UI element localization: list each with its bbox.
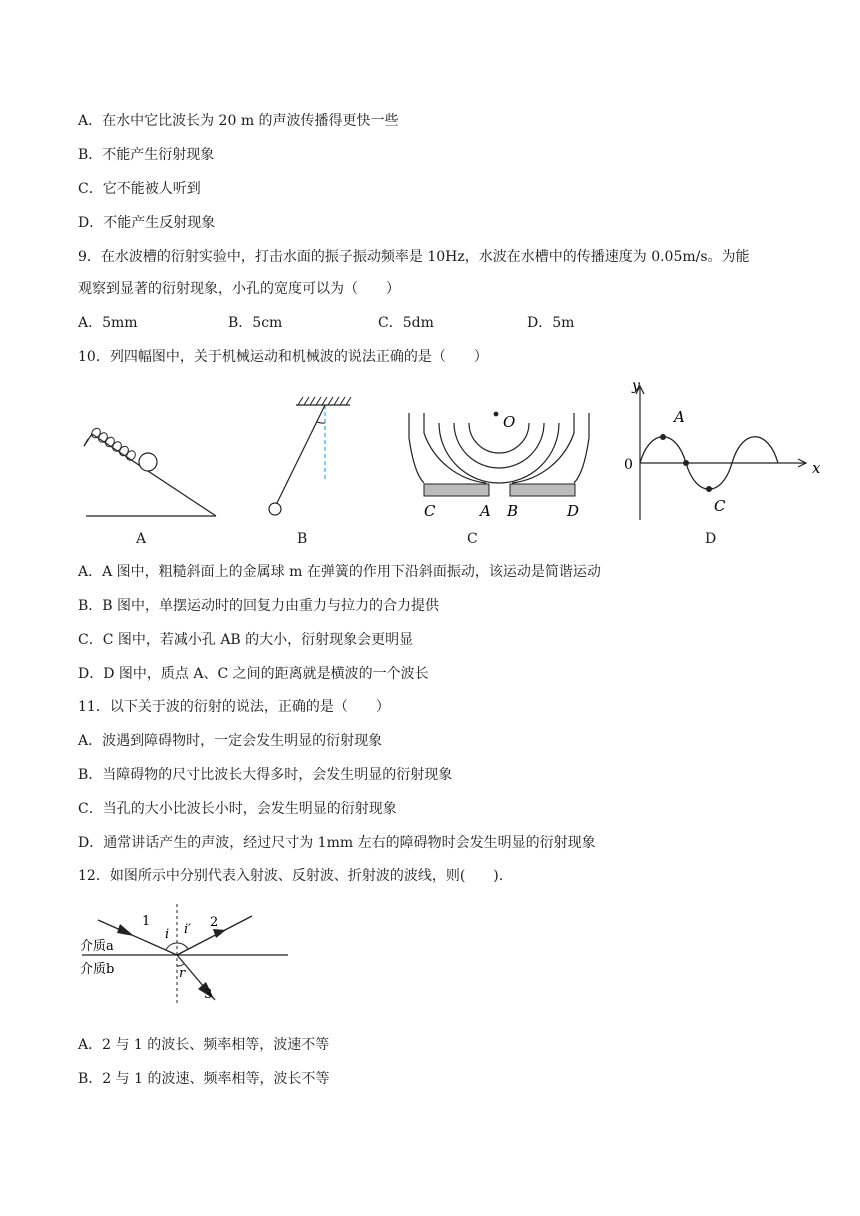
q10-figure-c-label-d: D xyxy=(567,502,580,520)
q8-option-c: C．它不能被人听到 xyxy=(78,181,201,197)
q12-medium-b-label: 介质b xyxy=(80,962,115,977)
q10-figure-d-axis-y: y xyxy=(632,380,640,394)
q9-stem-line1: 9．在水波槽的衍射实验中，打击水面的振子振动频率是 10Hz，水波在水槽中的传播速度为 0.05m/s。为能 xyxy=(78,249,750,265)
q12-ray-3-label: 3 xyxy=(204,987,213,1002)
q12-ray-1-label: 1 xyxy=(142,914,151,929)
q10-figure-a-label: A xyxy=(136,531,147,547)
q10-figure-b-label: B xyxy=(297,531,308,547)
q8-option-b: B．不能产生衍射现象 xyxy=(78,147,215,163)
q9-stem-line2: 观察到显著的衍射现象，小孔的宽度可以为（ ） xyxy=(78,281,400,297)
q10-option-b: B．B 图中，单摆运动时的回复力由重力与拉力的合力提供 xyxy=(78,598,440,614)
q10-figure-c-label-b: B xyxy=(507,502,519,520)
q11-stem: 11．以下关于波的衍射的说法，正确的是（ ） xyxy=(78,699,390,715)
q10-figure-d-axis-x: x xyxy=(812,459,821,477)
q10-figure-c-label-o: O xyxy=(503,413,516,431)
q10-figure-c-label: C xyxy=(467,531,478,547)
q12-option-a: A．2 与 1 的波长、频率相等，波速不等 xyxy=(78,1037,330,1053)
q10-figure-d-origin: 0 xyxy=(624,457,633,473)
q10-option-c: C．C 图中，若减小孔 AB 的大小，衍射现象会更明显 xyxy=(78,632,414,648)
q9-option-b: B．5cm xyxy=(228,315,283,331)
q12-figure xyxy=(80,900,295,1010)
q10-stem: 10．列四幅图中，关于机械运动和机械波的说法正确的是（ ） xyxy=(78,349,488,365)
q10-figure-d xyxy=(618,380,828,522)
q10-figure-d-point-a: A xyxy=(674,408,685,426)
q10-figure-d-label: D xyxy=(705,531,717,547)
q10-figure-c-label-a: A xyxy=(480,502,491,520)
q8-option-a: A．在水中它比波长为 20 m 的声波传播得更快一些 xyxy=(78,113,399,129)
q12-angle-i-label: i xyxy=(165,927,170,942)
q10-figure-b xyxy=(262,393,354,523)
q12-angle-i-prime-label: i′ xyxy=(184,922,192,937)
q11-option-a: A．波遇到障碍物时，一定会发生明显的衍射现象 xyxy=(78,733,383,749)
q10-figure-a xyxy=(80,408,220,520)
q8-option-d: D．不能产生反射现象 xyxy=(78,215,216,231)
q12-medium-a-label: 介质a xyxy=(80,939,114,954)
q9-option-c: C．5dm xyxy=(378,315,434,331)
q10-figure-d-point-c: C xyxy=(714,497,726,515)
q9-option-a: A．5mm xyxy=(78,315,138,331)
q11-option-b: B．当障碍物的尺寸比波长大得多时，会发生明显的衍射现象 xyxy=(78,767,453,783)
q10-figure-c-label-c: C xyxy=(424,502,436,520)
q12-ray-2-label: 2 xyxy=(210,915,219,930)
q12-stem: 12．如图所示中分别代表入射波、反射波、折射波的波线，则( ). xyxy=(78,868,504,884)
q10-option-a: A．A 图中，粗糙斜面上的金属球 m 在弹簧的作用下沿斜面振动，该运动是简谐运动 xyxy=(78,564,601,580)
q11-option-c: C．当孔的大小比波长小时，会发生明显的衍射现象 xyxy=(78,801,397,817)
q12-angle-r-label: r xyxy=(179,966,186,981)
q10-option-d: D．D 图中，质点 A、C 之间的距离就是横波的一个波长 xyxy=(78,666,429,682)
q10-figure-c xyxy=(404,393,594,521)
q9-option-d: D．5m xyxy=(527,315,575,331)
q11-option-d: D．通常讲话产生的声波，经过尺寸为 1mm 左右的障碍物时会发生明显的衍射现象 xyxy=(78,835,596,851)
q12-option-b: B．2 与 1 的波速、频率相等，波长不等 xyxy=(78,1071,330,1087)
